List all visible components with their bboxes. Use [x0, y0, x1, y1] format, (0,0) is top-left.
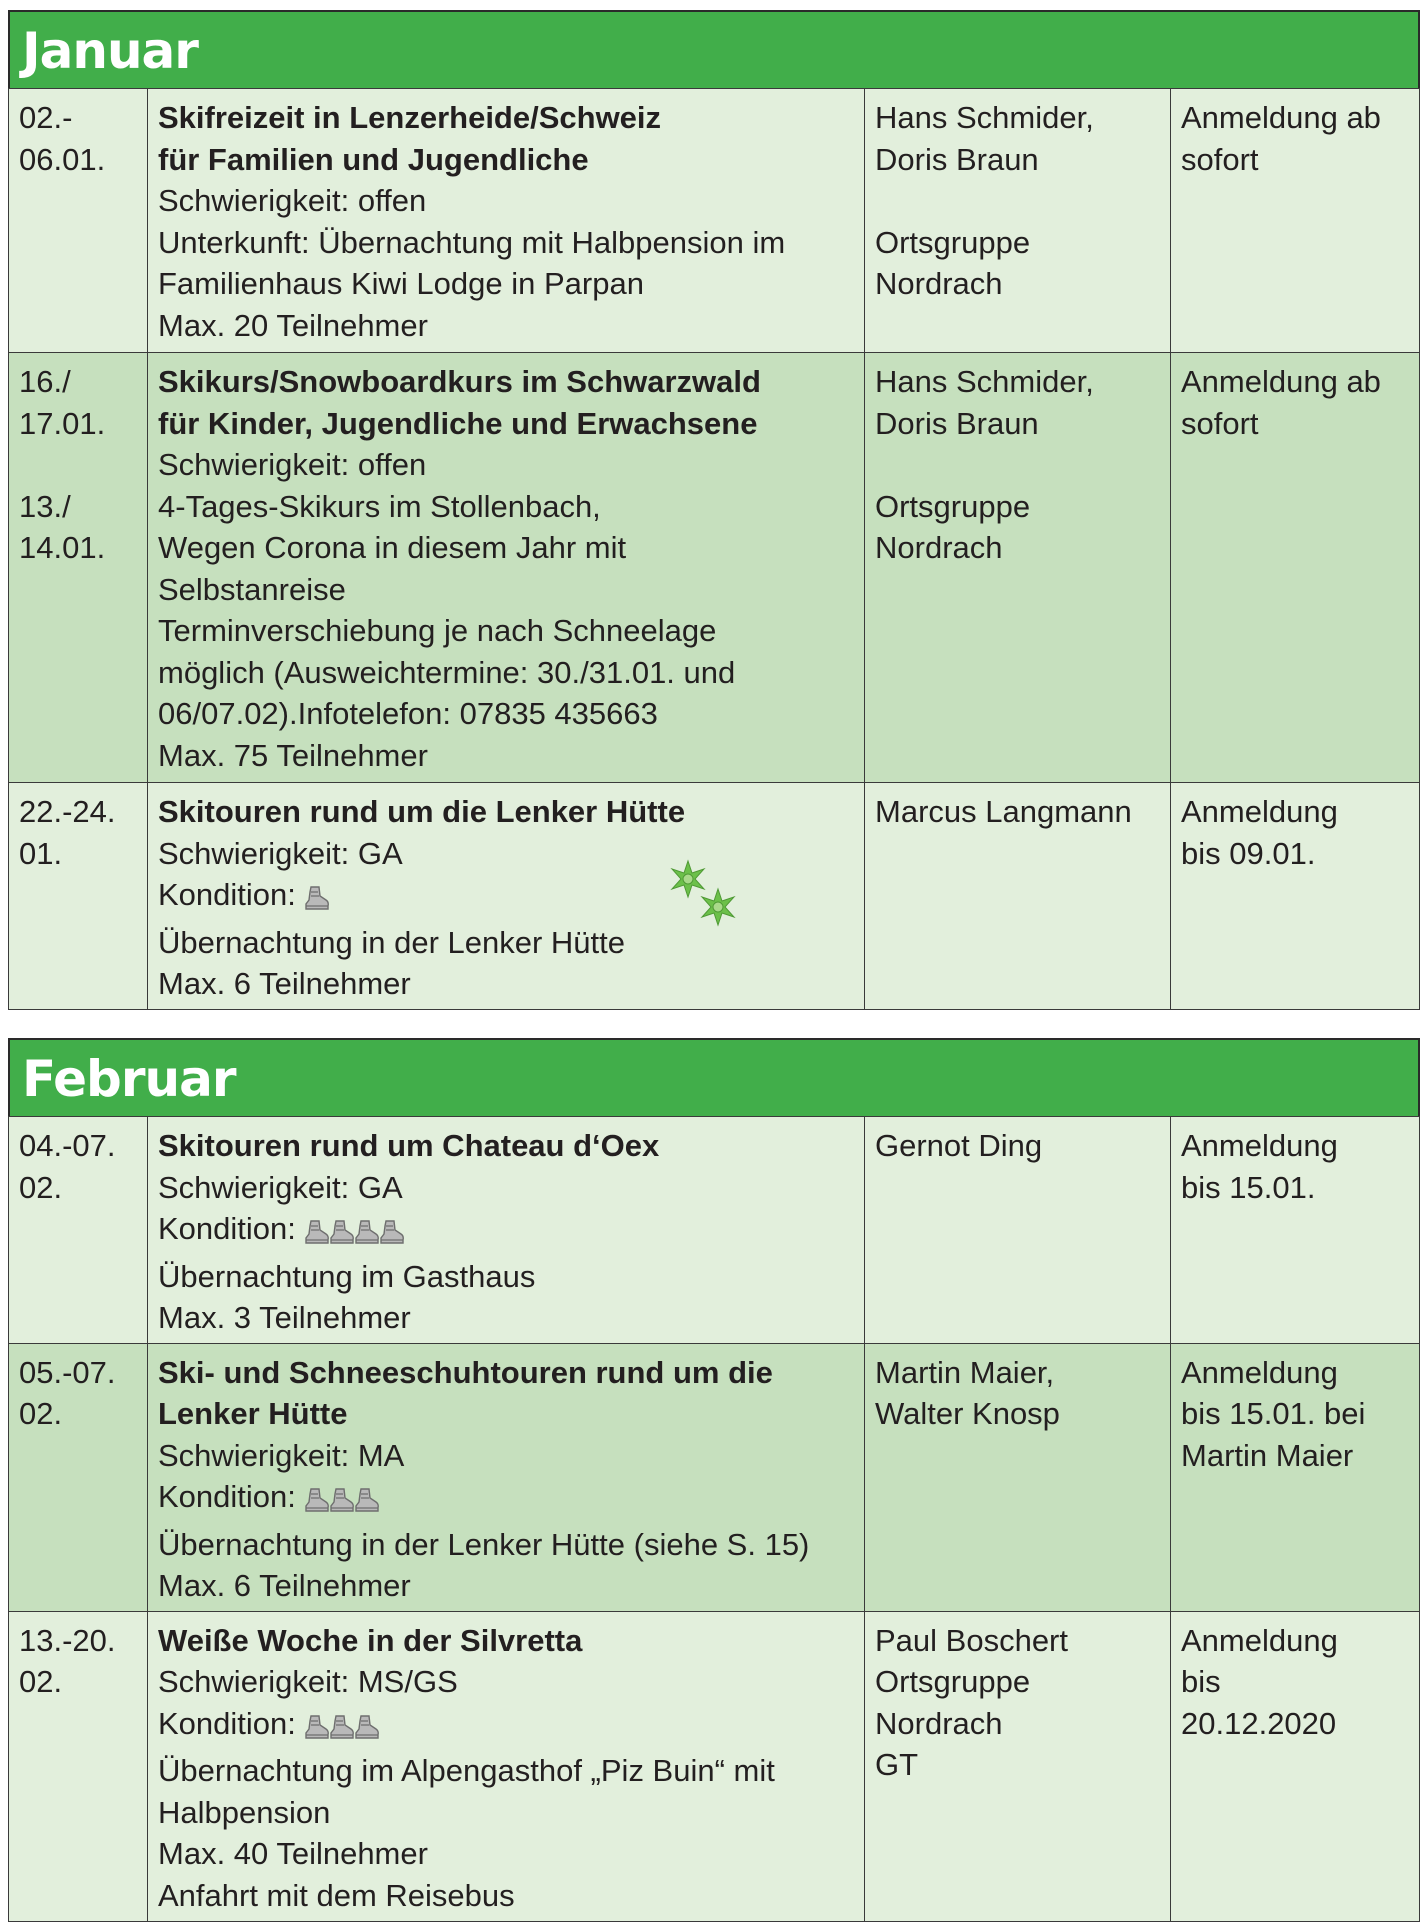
event-detail-line: Selbstanreise: [158, 571, 346, 607]
event-title: Skikurs/Snowboardkurs im Schwarzwald: [158, 364, 761, 399]
date-line: 02.: [19, 1169, 63, 1205]
condition-label: Kondition:: [158, 1705, 296, 1741]
event-detail-line: Max. 20 Teilnehmer: [158, 307, 428, 343]
condition-label: Kondition:: [158, 1479, 296, 1514]
event-condition: [158, 1703, 854, 1751]
table-row: [9, 783, 1420, 1010]
event-difficulty: Schwierigkeit: offen: [158, 447, 427, 482]
leader-line: Ortsgruppe: [875, 1664, 1031, 1699]
event-detail-line: 4-Tages-Skikurs im Stollenbach,: [158, 488, 601, 524]
leader-line: Paul Boschert: [875, 1622, 1068, 1658]
event-detail-line: Übernachtung in der Lenker Hütte (siehe S. 15): [158, 1526, 810, 1562]
condition-rating: [304, 1709, 382, 1751]
event-details: [148, 353, 865, 783]
condition-rating: [304, 1214, 407, 1256]
month-title: Februar: [22, 1050, 236, 1108]
boot-icon: [356, 1716, 378, 1738]
event-leader: [865, 89, 1171, 353]
leader-line: Gernot Ding: [875, 1128, 1043, 1163]
registration-line: bis 15.01. bei: [1181, 1396, 1366, 1431]
event-detail-line: Terminverschiebung je nach Schneelage: [158, 613, 717, 648]
events-table-februar: [8, 1116, 1420, 1922]
boot-icon: [331, 1221, 353, 1243]
registration-line: sofort: [1181, 141, 1259, 177]
event-detail-line: möglich (Ausweichtermine: 30./31.01. und: [158, 654, 736, 690]
table-row: [9, 1611, 1420, 1921]
section-januar: [8, 10, 1420, 1010]
date-line: 01.: [19, 835, 63, 871]
boot-icon: [356, 1221, 378, 1243]
month-title: Januar: [22, 22, 198, 80]
event-details: [148, 89, 865, 353]
table-row: [9, 89, 1420, 353]
event-detail-line: Übernachtung im Alpengasthof „Piz Buin“ mit: [158, 1753, 775, 1788]
date-line: 16./: [19, 364, 71, 399]
date-line: 02.: [19, 1396, 63, 1431]
event-detail-line: Max. 6 Teilnehmer: [158, 966, 411, 1001]
date-line: 02.: [19, 1664, 63, 1699]
event-detail-line: Max. 6 Teilnehmer: [158, 1568, 411, 1603]
event-difficulty: Schwierigkeit: MS/GS: [158, 1664, 458, 1699]
event-condition: [158, 874, 854, 922]
event-condition: [158, 1208, 854, 1256]
event-detail-line: Wegen Corona in diesem Jahr mit: [158, 530, 627, 565]
leader-line: Nordrach: [875, 530, 1003, 565]
leader-line: Marcus Langmann: [875, 794, 1132, 829]
event-detail-line: Max. 75 Teilnehmer: [158, 737, 428, 773]
event-detail-line: Anfahrt mit dem Reisebus: [158, 1877, 515, 1913]
month-header-februar: [8, 1038, 1420, 1116]
event-registration: [1171, 353, 1420, 783]
leader-line: Walter Knosp: [875, 1396, 1060, 1431]
date-line: 02.-: [19, 100, 73, 135]
date-line: 17.01.: [19, 405, 106, 441]
leader-line: Nordrach: [875, 266, 1003, 301]
leader-line: Hans Schmider,: [875, 364, 1094, 399]
date-line: 05.-07.: [19, 1354, 116, 1390]
registration-line: Anmeldung: [1181, 1128, 1338, 1163]
event-date: [9, 89, 148, 353]
edelweiss-icon: [662, 855, 744, 948]
date-line: 06.01.: [19, 141, 106, 177]
event-title: für Familien und Jugendliche: [158, 141, 589, 177]
boot-icon: [306, 1489, 328, 1511]
event-title: Weiße Woche in der Silvretta: [158, 1622, 583, 1658]
event-leader: [865, 1117, 1171, 1344]
event-date: [9, 353, 148, 783]
registration-line: Anmeldung: [1181, 794, 1338, 829]
boot-icon: [331, 1489, 353, 1511]
registration-line: sofort: [1181, 405, 1259, 441]
event-difficulty: Schwierigkeit: offen: [158, 183, 427, 218]
event-date: [9, 783, 148, 1010]
event-leader: [865, 1611, 1171, 1921]
event-date: [9, 1343, 148, 1611]
leader-line: Ortsgruppe: [875, 488, 1031, 524]
event-detail-line: Familienhaus Kiwi Lodge in Parpan: [158, 266, 644, 301]
leader-line: Doris Braun: [875, 405, 1039, 441]
event-title: Lenker Hütte: [158, 1396, 348, 1431]
event-registration: [1171, 783, 1420, 1010]
boot-icon: [381, 1221, 403, 1243]
condition-rating: [304, 880, 332, 922]
section-februar: [8, 1038, 1420, 1922]
month-header-januar: [8, 10, 1420, 88]
event-registration: [1171, 89, 1420, 353]
event-difficulty: Schwierigkeit: GA: [158, 835, 403, 871]
event-leader: [865, 783, 1171, 1010]
event-difficulty: Schwierigkeit: MA: [158, 1437, 405, 1473]
event-leader: [865, 353, 1171, 783]
boot-icon: [306, 887, 328, 909]
registration-line: 20.12.2020: [1181, 1705, 1337, 1741]
registration-line: bis 15.01.: [1181, 1169, 1316, 1205]
condition-rating: [304, 1482, 382, 1524]
event-details: [148, 1611, 865, 1921]
event-details: [148, 783, 865, 1010]
registration-line: Anmeldung ab: [1181, 364, 1381, 399]
event-title: Skitouren rund um die Lenker Hütte: [158, 794, 686, 829]
registration-line: Anmeldung ab: [1181, 100, 1381, 135]
event-title: Ski- und Schneeschuhtouren rund um die: [158, 1354, 773, 1390]
event-condition: [158, 1476, 854, 1524]
event-detail-line: Max. 3 Teilnehmer: [158, 1300, 411, 1335]
registration-line: Martin Maier: [1181, 1437, 1354, 1473]
event-title: Skifreizeit in Lenzerheide/Schweiz: [158, 100, 662, 135]
boot-icon: [356, 1489, 378, 1511]
event-title: für Kinder, Jugendliche und Erwachsene: [158, 405, 758, 441]
leader-line: Doris Braun: [875, 141, 1039, 177]
registration-line: bis 09.01.: [1181, 835, 1316, 871]
event-detail-line: Übernachtung in der Lenker Hütte: [158, 924, 626, 960]
event-registration: [1171, 1343, 1420, 1611]
event-registration: [1171, 1611, 1420, 1921]
table-row: [9, 353, 1420, 783]
leader-line: GT: [875, 1747, 919, 1782]
date-line: 04.-07.: [19, 1128, 116, 1163]
table-row: [9, 1117, 1420, 1344]
event-detail-line: Halbpension: [158, 1794, 331, 1830]
event-difficulty: Schwierigkeit: GA: [158, 1169, 403, 1205]
event-details: [148, 1117, 865, 1344]
registration-line: Anmeldung: [1181, 1354, 1338, 1390]
event-detail-line: Max. 40 Teilnehmer: [158, 1836, 428, 1871]
date-line: 22.-24.: [19, 794, 116, 829]
leader-line: Nordrach: [875, 1705, 1003, 1741]
date-line: 14.01.: [19, 530, 106, 565]
event-date: [9, 1611, 148, 1921]
date-line: 13./: [19, 488, 71, 524]
date-line: 13.-20.: [19, 1622, 116, 1658]
leader-line: Ortsgruppe: [875, 224, 1031, 260]
boot-icon: [306, 1221, 328, 1243]
registration-line: bis: [1181, 1664, 1221, 1699]
event-detail-line: 06/07.02).Infotelefon: 07835 435663: [158, 696, 658, 731]
condition-label: Kondition:: [158, 1211, 296, 1246]
boot-icon: [331, 1716, 353, 1738]
event-registration: [1171, 1117, 1420, 1344]
event-date: [9, 1117, 148, 1344]
events-table-januar: [8, 88, 1420, 1010]
leader-line: Martin Maier,: [875, 1354, 1055, 1390]
event-leader: [865, 1343, 1171, 1611]
registration-line: Anmeldung: [1181, 1622, 1338, 1658]
leader-line: Hans Schmider,: [875, 100, 1094, 135]
event-detail-line: Übernachtung im Gasthaus: [158, 1258, 536, 1294]
table-row: [9, 1343, 1420, 1611]
boot-icon: [306, 1716, 328, 1738]
event-details: [148, 1343, 865, 1611]
condition-label: Kondition:: [158, 877, 296, 912]
event-detail-line: Unterkunft: Übernachtung mit Halbpension im: [158, 224, 786, 260]
event-title: Skitouren rund um Chateau d‘Oex: [158, 1128, 660, 1163]
